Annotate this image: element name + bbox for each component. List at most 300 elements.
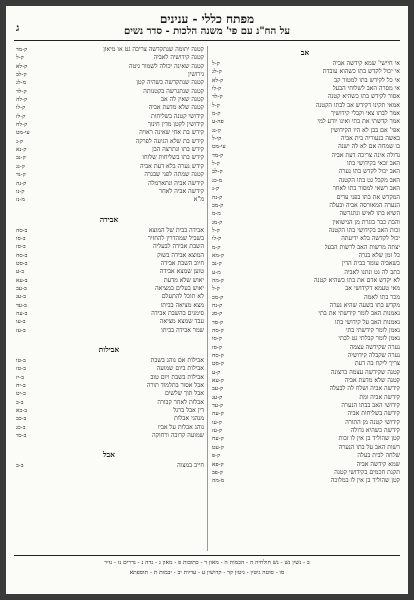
section-gap xyxy=(14,335,204,343)
index-entry xyxy=(14,399,204,407)
entry-reference: מ-נז xyxy=(16,197,25,204)
entry-text: אבילות בשבת ויום טוב xyxy=(150,373,204,381)
index-entry xyxy=(14,121,204,129)
index-entry xyxy=(14,54,204,62)
entry-text: אמר לבתו צאי וקבלי קידושיך xyxy=(330,110,400,118)
entry-text: יכול לקדשה בלא ידיעתה xyxy=(341,235,400,243)
entry-reference: ב-טז xyxy=(16,366,26,373)
entry-reference: ק-ל xyxy=(16,55,24,62)
entry-text: לא יקדש אדם את בתו כשהיא קטנה xyxy=(314,276,400,284)
index-entry xyxy=(210,461,400,469)
entry-reference: ק-נח xyxy=(212,302,223,309)
index-entry xyxy=(210,60,400,68)
entry-text: קידשה אביה לאחר xyxy=(159,187,204,195)
index-entry xyxy=(210,277,400,285)
entry-text: קטנה שמתה לפני שבגרה xyxy=(144,171,204,179)
entry-reference: ק-ל xyxy=(212,227,220,234)
index-entry xyxy=(210,402,400,410)
entry-reference: ק-לד xyxy=(212,94,223,101)
entry-reference: ק-נ xyxy=(212,186,219,193)
index-entry xyxy=(210,319,400,327)
entry-reference: מ-לג xyxy=(16,80,27,87)
section-heading: אבידה xyxy=(99,214,119,224)
index-entry xyxy=(210,335,400,343)
entry-reference: ק-עט xyxy=(212,444,224,451)
index-entry xyxy=(210,168,400,176)
entry-reference: ק-לד xyxy=(16,88,27,95)
index-entry xyxy=(14,365,204,373)
entry-reference: ק-נ xyxy=(16,138,23,145)
entry-text: כל זמן שלא בגרה xyxy=(358,251,400,259)
index-entry xyxy=(210,385,400,393)
entry-text: האב מקבל גט בתו הקטנה xyxy=(338,176,400,184)
entry-reference: ב-עב xyxy=(16,285,27,292)
entry-reference: מ-מה xyxy=(212,478,225,485)
entry-text: אבילות ביום שמועה xyxy=(156,365,204,373)
entry-text: קידש נערה בלא דעת אביה xyxy=(140,162,204,170)
entry-reference: ב-סח xyxy=(16,252,28,259)
index-entry xyxy=(210,68,400,76)
index-entry xyxy=(14,424,204,432)
entry-reference: ק-נב xyxy=(212,261,222,268)
entry-text: נאמן לומר קידשתי בתי xyxy=(345,327,400,334)
entry-text: מנהגי אבלות xyxy=(174,415,204,423)
entry-reference: ק-נב xyxy=(16,155,26,162)
entry-text: אי מסרה האב לשלוחי הבעל xyxy=(332,85,400,93)
index-entry xyxy=(14,154,204,162)
entry-text: אי כל לקידש בתו למטור קב xyxy=(334,76,400,84)
entry-reference: ב-עז xyxy=(16,327,26,334)
entry-reference: ק-מא xyxy=(212,252,224,259)
entry-reference: מ-ע xyxy=(212,269,221,276)
index-entry xyxy=(210,235,400,243)
entry-text: קטן שהוליד בן אין לו במלוכה xyxy=(330,477,400,485)
entry-reference: ק-לג xyxy=(212,69,222,76)
index-entry xyxy=(210,219,400,227)
entry-reference: ק-לב xyxy=(16,72,27,79)
entry-text: קידש בת שלא הגיעה לפרקה xyxy=(135,137,204,145)
index-entry xyxy=(210,210,400,218)
entry-reference: ק-סד xyxy=(212,319,224,326)
entry-reference: ב-ב xyxy=(16,463,24,470)
entry-text: קידשה כשהיא גדולה xyxy=(350,427,400,435)
entry-reference: ק-סח xyxy=(212,353,224,360)
index-entry xyxy=(14,79,204,87)
entry-reference: ק-לו xyxy=(212,86,222,93)
entry-reference: ב-ע xyxy=(16,269,25,276)
entry-reference: ק-עא xyxy=(212,378,224,385)
entry-text: יצתה מרשות האב לרשות הבעל xyxy=(324,243,400,251)
entry-reference: ק-סז xyxy=(212,344,222,351)
index-entry xyxy=(210,302,400,310)
entry-reference: קי-ל xyxy=(212,136,222,143)
entry-text: אבל אסור בתלמוד תורה xyxy=(146,382,204,390)
index-entry xyxy=(14,415,204,423)
entry-text: כשאביה עומד בבית הדין xyxy=(341,260,400,268)
entry-reference: פה-ע xyxy=(212,119,224,126)
entry-reference: ק-עג xyxy=(212,394,223,401)
index-entry xyxy=(14,88,204,96)
entry-reference: ק-פ xyxy=(212,453,221,460)
entry-text: האב יכול לקדש בתו נערה xyxy=(338,168,400,176)
entry-reference: עי-מט xyxy=(212,144,226,151)
entry-text: קידש בתו בשליחות שלוחו xyxy=(142,154,204,162)
entry-text: חייב במצוה xyxy=(177,462,204,470)
entry-reference: ב-עד xyxy=(16,302,27,309)
entry-text: נאמנות האב לומר קידשתי את בתי xyxy=(318,310,400,318)
entry-text: אבידה בבית של המוצא xyxy=(148,226,204,234)
index-entry xyxy=(14,71,204,79)
entry-text: אבל תוך שלשים xyxy=(164,390,204,398)
index-entry xyxy=(14,293,204,301)
index-entry xyxy=(14,260,204,268)
document-page xyxy=(6,6,408,594)
entry-text: אמר קדשתי את בתי ואינו יודע למי xyxy=(317,118,400,126)
index-entry xyxy=(210,85,400,93)
entry-reference: ק-עה xyxy=(212,411,224,418)
entry-text: יאוש שלא מדעת xyxy=(163,276,204,284)
index-entry xyxy=(14,318,204,326)
entry-reference: ק-עח xyxy=(212,436,224,443)
section-gap xyxy=(14,440,204,448)
index-entry xyxy=(14,252,204,260)
entry-reference: ק-עו xyxy=(212,419,222,426)
entry-text: שמר אבידה בביתו xyxy=(161,326,204,334)
entry-text: קטנה שלא מדעת אביה xyxy=(344,377,400,385)
entry-text: נוהג אבלות על אביו xyxy=(157,423,204,431)
index-entry xyxy=(210,452,400,460)
entry-reference: ק-נה xyxy=(212,194,223,201)
entry-reference: ב-כא xyxy=(16,408,28,415)
index-entry xyxy=(210,252,400,260)
index-entry xyxy=(14,129,204,137)
entry-text: בשביל שמהדרין להחזיר xyxy=(147,234,204,242)
entry-text: קטנה שאינה יכולה לשמור גיטה xyxy=(129,62,204,70)
entry-text: קידשה אביה ונתארמלה xyxy=(148,179,204,187)
entry-text: האב רשאי למסור בתו לאחר xyxy=(332,185,400,193)
entry-text: כתב לה גט ונתנו לאביה xyxy=(344,268,400,276)
header-rule xyxy=(14,40,400,41)
section-heading: אב xyxy=(300,48,310,57)
right-column xyxy=(210,46,400,486)
entry-text: אסור לקידש בתו כשהיא קטנה xyxy=(327,93,400,101)
index-entry xyxy=(210,160,400,168)
entry-text: קידשה אביה ומת xyxy=(359,393,400,401)
index-entry xyxy=(14,285,204,293)
index-entry xyxy=(210,102,400,110)
entry-reference: ק-ע xyxy=(212,369,221,376)
index-entry xyxy=(14,310,204,318)
entry-reference: עי-מט xyxy=(16,130,30,137)
entry-reference: ק-ל xyxy=(212,286,220,293)
index-entry xyxy=(210,327,400,335)
entry-reference: ב-יז xyxy=(16,374,24,381)
section-gap xyxy=(14,205,204,213)
index-entry xyxy=(210,469,400,477)
entry-text: אמאי תקינו דקידש אב לבתו הקטנה xyxy=(315,101,400,109)
index-entry xyxy=(210,360,400,368)
page-number: ג xyxy=(16,23,20,34)
section-heading: אבילות xyxy=(98,345,120,354)
index-entry xyxy=(14,96,204,104)
entry-reference: ק-מג xyxy=(212,219,223,226)
entry-reference: ק-ל xyxy=(212,161,220,168)
entry-reference: ק-לב xyxy=(212,169,223,176)
entry-reference: ק-עז xyxy=(212,428,222,435)
entry-reference: ק-נד xyxy=(16,172,26,179)
entry-text: המוצא אבידה בשוק xyxy=(157,251,204,259)
index-entry xyxy=(14,243,204,251)
entry-reference: ק-מב xyxy=(212,294,224,301)
index-entry xyxy=(210,285,400,293)
entry-text: מכר בתו לאמה xyxy=(364,293,400,301)
entry-text: שמועה קרובה ורחוקה xyxy=(152,432,204,440)
entry-text: קטנה שנתקדשה כשהיה קטן xyxy=(136,79,204,87)
index-entry xyxy=(14,113,204,121)
index-entry xyxy=(210,177,400,185)
entry-text: שמא קידשה אביה xyxy=(356,460,400,468)
entry-reference: ב-עה xyxy=(16,310,28,317)
entry-text: אבלות לאחר קבורה xyxy=(157,398,204,406)
entry-reference: מ-מ xyxy=(212,211,221,218)
index-entry xyxy=(210,93,400,101)
entry-text: קידש בת אחי שאינה ראויה xyxy=(139,129,204,137)
entry-reference: ק-מד xyxy=(212,152,224,159)
entry-text: קידושין לקטן מדין חינוך xyxy=(147,121,204,129)
entry-reference: ק-סג xyxy=(212,311,223,318)
entry-reference: ק-סה xyxy=(212,328,224,334)
index-entry xyxy=(210,202,400,210)
entry-reference: ב-סו xyxy=(16,235,26,242)
abbreviations-line: ב - נשין נש - נש חולחיה ה - הכמות ה - מאון ד - כתובות פ - מאון ג - נדה נ - נדרים נז - נזיר xyxy=(104,560,310,566)
entry-reference: ב-עו xyxy=(16,319,26,326)
index-entry xyxy=(14,163,204,171)
entry-reference: ק-לא xyxy=(212,77,224,84)
column-divider xyxy=(207,46,208,551)
entry-text: מאי טעמא דקידושי אב xyxy=(345,285,400,293)
entry-text: תקנת חכמים בקידושי קטנה xyxy=(334,468,400,476)
entry-text: קטנה שאין לה אב xyxy=(161,96,204,104)
index-entry xyxy=(210,118,400,126)
index-entry xyxy=(14,462,204,470)
index-entry xyxy=(210,377,400,385)
entry-reference: ק-מ xyxy=(212,111,221,118)
entry-text: אי חיישי' שמא קידשה אביה xyxy=(332,60,400,67)
index-entry xyxy=(14,196,204,204)
footer-rule xyxy=(14,555,400,556)
index-entry xyxy=(14,374,204,382)
entry-text: נאמן לומר קבלתי גט לבתי xyxy=(338,335,400,343)
index-entry xyxy=(210,394,400,402)
index-entry xyxy=(210,260,400,268)
index-entry xyxy=(14,277,204,285)
entry-text: מצא מציאה בביתו xyxy=(160,301,204,309)
index-entry xyxy=(210,427,400,435)
entry-reference: ק-פב xyxy=(212,469,223,476)
index-entry xyxy=(14,46,204,54)
entry-reference: ק-סו xyxy=(212,336,222,343)
entry-reference: ק-מד xyxy=(16,47,28,53)
entry-text: השיא בתו לאיש ונתגרשה xyxy=(339,210,400,218)
entry-text: טוען שמצא אבידה xyxy=(159,268,204,276)
entry-text: דין אבל ברגל xyxy=(173,407,204,415)
entry-text: קטנה קידושיה לאביה xyxy=(153,54,204,62)
index-entry xyxy=(14,188,204,196)
entry-text: קידושי קטנה בשליחות xyxy=(151,112,204,120)
entry-text: אי יכול לקדש בתו כשהוא עובדת xyxy=(322,68,400,76)
entry-text: קידושי קטנה מן התורה xyxy=(345,418,400,426)
index-entry xyxy=(14,171,204,179)
page-title: מפתח כללי - ענינים xyxy=(159,12,255,26)
entry-text: חיוב השבת אבידה xyxy=(160,259,204,267)
entry-text: בו שמחה אם לא לה ישנה xyxy=(338,143,400,151)
index-entry xyxy=(14,235,204,243)
entry-reference: ב-עא xyxy=(16,277,28,284)
entry-reference: ב-טו xyxy=(16,358,26,364)
entry-text: צריך ליקח בה דעת xyxy=(354,360,400,368)
index-entry xyxy=(14,382,204,390)
abbreviations-line: סו - סוטה גיטין - גיטין קד - קדושין ע - עדיות יב - יבמות ת - תוספתא xyxy=(129,570,285,576)
entry-text: קידשה אביה ושלח לה לבעלה xyxy=(329,385,400,393)
entry-text: קטן שהוליד בן אין לו זכות xyxy=(338,435,400,443)
entry-text: נאמנות האב על קידושי בתו xyxy=(334,318,400,326)
section-heading: אבל xyxy=(103,450,115,460)
entry-reference: ק-מב xyxy=(212,202,224,209)
entry-reference: ק-לו xyxy=(212,236,222,243)
index-entry xyxy=(210,294,400,302)
entry-reference: ק-נא xyxy=(16,147,27,154)
index-entry xyxy=(14,390,204,398)
index-entry xyxy=(14,432,204,440)
entry-text: גדולה אינה צריכה דעת אביה xyxy=(331,151,400,159)
entry-text: שלחה לבית בעלה xyxy=(357,452,400,460)
entry-text: המקדש את בתו בפני עדים xyxy=(336,193,400,201)
entry-text: קטנה יתומה שנתקדשה צריכה גט או מיאון xyxy=(103,46,204,53)
index-entry xyxy=(210,77,400,85)
index-entry xyxy=(210,477,400,485)
index-entry xyxy=(14,227,204,235)
index-entry xyxy=(210,185,400,193)
entry-text: גירושין xyxy=(188,71,204,79)
entry-reference: ק-נג xyxy=(16,163,25,170)
entry-reference: ב-סה xyxy=(16,227,28,234)
entry-reference: ק-ל xyxy=(212,61,220,67)
entry-reference: ב-כב xyxy=(16,416,27,423)
entry-reference: ק-לה xyxy=(16,97,28,104)
index-entry xyxy=(14,146,204,154)
entry-text: נערה שקידשה עצמה xyxy=(349,343,400,351)
entry-reference: ב-סט xyxy=(16,260,28,267)
entry-reference: ק-ל xyxy=(212,102,220,109)
entry-reference: ק-מה xyxy=(212,277,224,284)
index-entry xyxy=(210,135,400,143)
index-entry xyxy=(210,344,400,352)
entry-reference: ק-נו xyxy=(16,188,25,195)
entry-reference: ב-יט xyxy=(16,391,26,398)
index-entry xyxy=(14,104,204,112)
index-entry xyxy=(210,227,400,235)
entry-text: קידושי האב בבתו הנערה xyxy=(341,402,400,410)
entry-text: יאוש בעלים במציאה xyxy=(155,284,204,292)
index-entry xyxy=(210,152,400,160)
entry-text: עבד שמצא מציאה xyxy=(159,318,204,326)
index-entry xyxy=(210,110,400,118)
entry-text: האב זכאי בקידושי בתו xyxy=(346,160,400,168)
index-entry xyxy=(14,63,204,71)
index-entry xyxy=(14,268,204,276)
index-entry xyxy=(210,369,400,377)
entry-text: קטנה שקידשה עצמה ברצונה xyxy=(330,368,400,376)
entry-reference: ק-לח xyxy=(16,122,28,129)
index-entry xyxy=(14,302,204,310)
index-entry xyxy=(14,180,204,188)
entry-text: נערה שקבלה קידושיה xyxy=(347,352,400,360)
entry-text: קידש בתו ונתרצה הבן xyxy=(152,146,204,154)
entry-reference: ב-עג xyxy=(16,294,26,301)
entry-reference: ק-לז xyxy=(16,113,26,120)
entry-text: סימנים בהשבת אבידה xyxy=(151,309,204,317)
entry-text: רשות האב על בתו הנערה xyxy=(338,443,400,451)
entry-reference: ק-נה xyxy=(16,180,27,187)
index-entry xyxy=(210,143,400,151)
entry-reference: ק-מ xyxy=(212,244,221,251)
entry-reference: ב-כג xyxy=(16,424,26,431)
entry-reference: ב-יח xyxy=(16,383,26,390)
entry-reference: ק-נג xyxy=(212,127,221,134)
entry-text: לא תוכל להתעלם xyxy=(161,293,204,301)
entry-reference: ק-לא xyxy=(16,63,28,70)
page-subtitle: על הח"נ עם פי' משנה הלכות - סדר נשים xyxy=(123,26,291,37)
entry-text: והבת כבר בוגרת מן הנישואין xyxy=(332,218,400,226)
index-entry xyxy=(14,407,204,415)
page-header xyxy=(6,12,408,38)
entry-text: אבילות אם נוהג בשבת xyxy=(150,357,204,364)
entry-text: קידשה בשליחות אביה xyxy=(347,410,400,418)
entry-reference: ק-עד xyxy=(212,403,224,410)
entry-reference: ק-סט xyxy=(212,361,224,368)
index-entry xyxy=(210,444,400,452)
entry-reference: ב-סז xyxy=(16,244,26,251)
index-entry xyxy=(210,269,400,277)
index-entry xyxy=(210,419,400,427)
entry-reference: מ-כג xyxy=(212,177,223,184)
index-entry xyxy=(14,327,204,335)
entry-reference: ב-כד xyxy=(16,433,27,440)
index-entry xyxy=(14,138,204,146)
index-entry xyxy=(210,244,400,252)
entry-text: זכות האב בקידושי בתו הקטנה xyxy=(328,226,400,234)
entry-reference: ק-פא xyxy=(212,461,224,468)
index-entry xyxy=(210,127,400,135)
entry-text: מ"א xyxy=(193,196,204,204)
entry-text: השבת אבידה לבעליה xyxy=(153,243,204,251)
index-entry xyxy=(210,194,400,202)
index-entry xyxy=(14,357,204,365)
entry-text: באשה בנעוריה בית אביה xyxy=(340,135,400,143)
entry-reference: ק-עב xyxy=(212,386,224,393)
entry-text: קטנה שנתגרשה בקטנותה xyxy=(143,87,204,95)
entry-text: אפי' אם בבן לא היו הקידושין xyxy=(330,126,400,134)
index-entry xyxy=(210,410,400,418)
entry-text: הנערה המאורסה אביה ובעלה xyxy=(329,201,400,209)
entry-text: מקדש בתו בשעה שהיא נערה xyxy=(329,301,400,309)
entry-reference: ק-לו xyxy=(16,105,26,112)
entry-text: קטנה שלא מדעת אביה xyxy=(148,104,204,112)
left-column xyxy=(14,46,204,471)
index-entry xyxy=(210,435,400,443)
entry-reference: ב-כ xyxy=(16,399,24,406)
index-entry xyxy=(210,352,400,360)
